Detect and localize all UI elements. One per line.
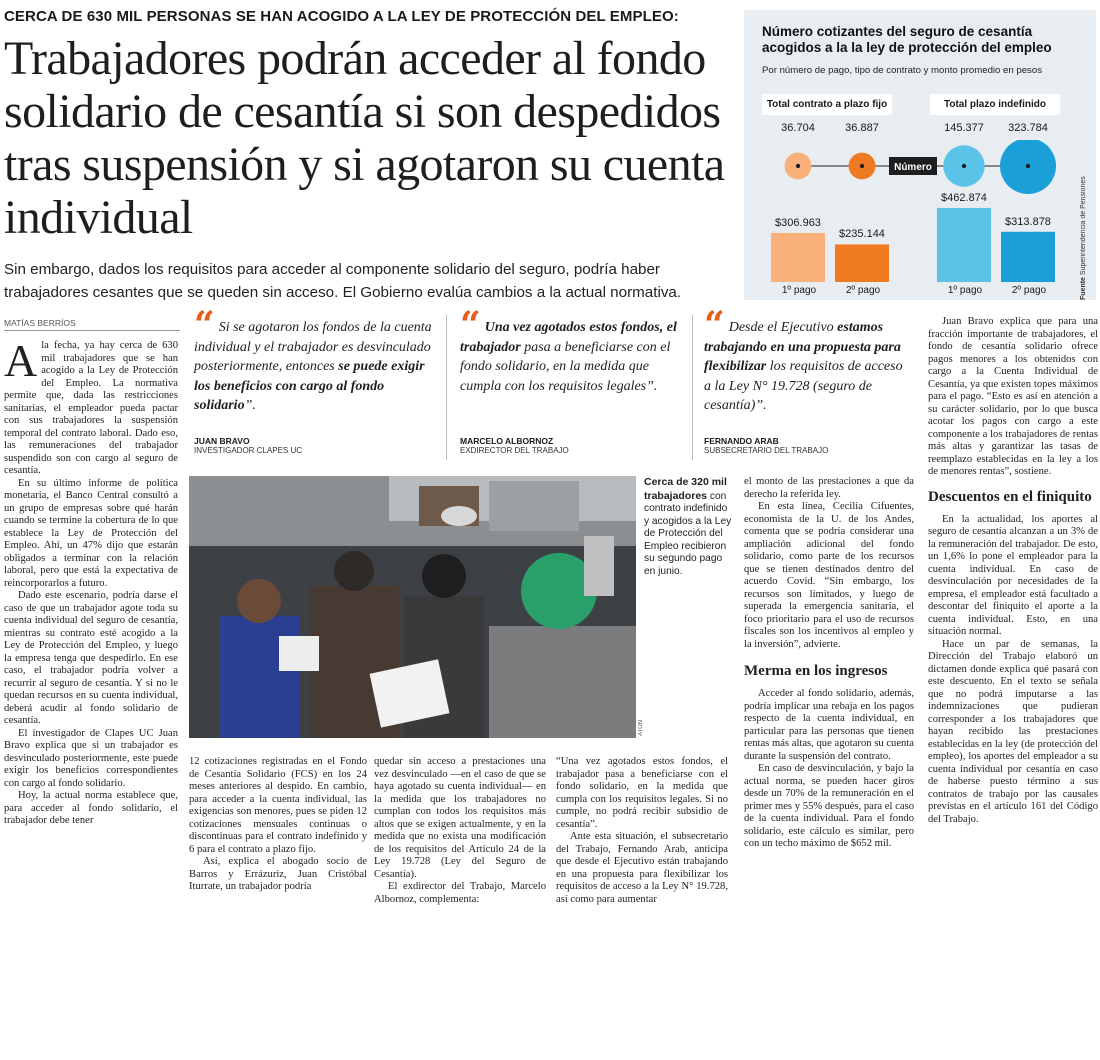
x-label-fijo-2: 2º pago xyxy=(845,285,881,296)
value-label-2: $235.144 xyxy=(839,228,885,241)
byline: MATÍAS BERRÍOS xyxy=(4,318,76,328)
photo-credit: ATON xyxy=(638,719,644,736)
paragraph: El investigador de Clapes UC Juan Bravo explica que si un trabajador es desvinculado posteriormente, este puede exigir los beneficios correspondientes con cargo al fondo solidario. xyxy=(4,727,178,789)
article-kicker: CERCA DE 630 MIL PERSONAS SE HAN ACOGIDO A LA LEY DE PROTECCIÓN DEL EMPLEO: xyxy=(4,8,679,25)
value-label-1: $306.963 xyxy=(775,216,821,229)
value-bar-1 xyxy=(771,233,825,282)
byline-divider xyxy=(4,330,180,331)
paragraph: Juan Bravo explica que para una fracción importante de trabajadores, el fondo de cesantía solidario ofrece pagos menores a los obtenidos con cargo a la Cuenta Individual de Cesantía, ya que existen topes máximos para el pago. “Esto es así en atención a su carácter solidario, por lo que busca acotar los pagos con cargo a este componente a los trabajadores de rentas más altas y garantizar las tasas de reemplazo establecidas en la ley a los de menores rentas”, sostiene. xyxy=(928,316,1098,477)
paragraph: Ante esta situación, el subsecretario del Trabajo, Fernando Arab, anticipa que desde el Ejecutivo están trabajando en una propuesta para flexibilizar los requisitos de acceso a la Ley N° 19.728, así como para aumentar xyxy=(556,831,728,905)
paragraph: Hace un par de semanas, la Dirección del Trabajo elaboró un dictamen donde explica qué pasará con este descuento. En el texto se señala que no podrá imputarse a las indemnizaciones que pudieran corresponder a los trabajadores que hayan recibido las prestaciones establecidas en la ley (de protección del empleo), los aportes del empleador a su cuenta individual por cesantía en caso de haberse puesto término a sus contratos de trabajo por las causales previstas en el artículo 161 del Código del Trabajo. xyxy=(928,638,1098,825)
quote-2-text: pasa a beneficiarse con el fondo solidario, en la medida que cumpla con los requisitos legales”. xyxy=(460,339,671,394)
paragraph: el monto de las prestaciones a que da derecho la referida ley. xyxy=(744,476,914,500)
value-bar-4 xyxy=(1001,232,1055,282)
quote-1-text: Si se agotaron los fondos de la cuenta individual y el trabajador es desvinculado posteriormente, entonces xyxy=(194,320,432,374)
count-label-indef-2: 323.784 xyxy=(1008,122,1048,134)
count-label-fijo-2: 36.887 xyxy=(845,122,879,134)
paragraph: Ala fecha, ya hay cerca de 630 mil trabajadores que se han acogido a la Ley de Protección del Empleo. La normativa permite que, dada las restricciones sanitarias, el empleador pueda pactar con sus trabajadores la suspensión temporal del contrato laboral. Dado eso, las remuneraciones del trabajador suspendido son con cargo al seguro de cesantía. xyxy=(4,335,178,476)
count-legend-label: Número xyxy=(894,162,932,173)
paragraph: En caso de desvinculación, y bajo la actual norma, se pueden hacer giros desde un 70% de la remuneración en el primer mes y 55% después, para el caso de la cuenta individual. Para el fondo solidario, este cálculo es similar, pero con un techo máximo de $652 mil. xyxy=(744,763,914,849)
quote-divider-1 xyxy=(446,315,447,460)
group-label-fijo: Total contrato a plazo fijo xyxy=(762,94,892,115)
paragraph: 12 cotizaciones registradas en el Fondo de Cesantía Solidario (FCS) en los 24 meses anteriores al despido. En cambio, para acceder a la cuenta individual, las exigencias son menores, pues se piden 12 cotizaciones mensuales continuas o discontinuas para el contrato indefinido y 6 para el contrato a plazo fijo. xyxy=(189,756,367,855)
quote-3-end: los requisitos de acceso a la Ley N° 19.728 (seguro de cesantía)”. xyxy=(704,359,903,413)
x-label-indef-1: 1º pago xyxy=(947,285,983,296)
body-column-5 xyxy=(744,476,914,851)
paragraph: En esta línea, Cecilia Cifuentes, economista de la U. de los Andes, comenta que se podría considerar una ampliación adicional del fondo solidario, como parte de los recursos que se tienen destinados dentro del acuerdo Covid. “Sin embargo, los recursos son limitados, y luego de superada la emergencia sanitaria, el foco prioritario para el uso de recursos fiscales son los incentivos al empleo y la inversión”, advierte. xyxy=(744,501,914,650)
quote-1-role: INVESTIGADOR CLAPES UC xyxy=(194,446,303,455)
count-center-dot xyxy=(1026,164,1030,168)
chart-subtitle: Por número de pago, tipo de contrato y monto promedio en pesos xyxy=(762,65,1042,76)
value-label-3: $462.874 xyxy=(941,191,987,204)
count-label-indef-1: 145.377 xyxy=(944,122,984,134)
pull-quote-3 xyxy=(704,304,912,416)
quote-mark-icon: “ xyxy=(460,304,481,346)
quote-1-end: ”. xyxy=(244,398,256,413)
quote-1-name: JUAN BRAVO xyxy=(194,436,250,446)
photo-caption xyxy=(644,476,734,578)
caption-text: con contrato indefinido y acogidos a la Ley de Protección del Empleo recibieron su segundo pago en junio. xyxy=(644,490,732,577)
quote-3-name: FERNANDO ARAB xyxy=(704,436,779,446)
body-column-3 xyxy=(374,756,546,906)
paragraph: “Una vez agotados estos fondos, el trabajador pasa a beneficiarse con el fondo solidario, en la medida que cumpla con los requisitos legales. Si no cumple, no podrá recibir subsidio de cesantía”. xyxy=(556,756,728,830)
dropcap: A xyxy=(4,335,38,386)
paragraph: Hoy, la actual norma establece que, para acceder al fondo solidario, el trabajador debe tener xyxy=(4,790,178,826)
quote-3-text: Desde el Ejecutivo xyxy=(728,320,838,335)
quote-3-bold: estamos trabajando en una propuesta para flexibilizar xyxy=(704,320,901,374)
paragraph: Así, explica el abogado socio de Barros y Errázuriz, Juan Cristóbal Iturrate, un trabajador podría xyxy=(189,856,367,892)
value-label-4: $313.878 xyxy=(1005,215,1051,228)
article-headline: Trabajadores podrán acceder al fondo solidario de cesantía si son despedidos tras suspensión y si agotaron su cuenta individual xyxy=(4,32,725,244)
value-bar-2 xyxy=(835,244,889,282)
subheading-descuentos: Descuentos en el finiquito xyxy=(928,488,1092,505)
body-column-6 xyxy=(928,316,1098,826)
x-label-fijo-1: 1º pago xyxy=(781,285,817,296)
quote-divider-2 xyxy=(692,315,693,460)
quote-1-bold: se puede exigir los beneficios con cargo al fondo solidario xyxy=(194,359,425,413)
count-center-dot xyxy=(860,164,864,168)
chart-source xyxy=(1080,160,1087,300)
quote-mark-icon: “ xyxy=(704,304,725,346)
paragraph: quedar sin acceso a prestaciones una vez desvinculado —en el caso de que se haya agotado su cuenta individual— en la medida que los trabajadores no cumplan con todos los requisitos más altos que se exigen actualmente, y en la medida que no exista una modificación de los requisitos del Artículo 24 de la Ley 19.728 (Ley del Seguro de Cesantía). xyxy=(374,756,546,880)
pull-quote-2 xyxy=(460,304,685,396)
quote-2-name: MARCELO ALBORNOZ xyxy=(460,436,554,446)
group-label-indefinido: Total plazo indefinido xyxy=(930,94,1060,115)
count-center-dot xyxy=(962,164,966,168)
source-text: Superintendencia de Pensiones xyxy=(1080,176,1087,276)
pull-quote-1 xyxy=(194,304,432,416)
paragraph: Dado este escenario, podría darse el caso de que un trabajador agote toda su cuenta individual del seguro de cesantía, mientras su contrato esté acogido a la Ley de Protección del Empleo, y luego la empresa tenga que despedirlo. En ese caso, el trabajador podría volver a recurrir al seguro de cesantía. Y si no le quedan recursos en su cuenta individual, deberá acudir al fondo solidario de cesantía. xyxy=(4,590,178,726)
caption-bold: Cerca de 320 mil trabajadores xyxy=(644,476,727,502)
news-photo xyxy=(189,476,636,738)
paragraph: En su último informe de política monetaria, el Banco Central consultó a un grupo de empresas sobre qué harán cuando se termine la cobertura de lo que establece la Ley de Protección del Empleo. Ahí, un 47% dijo que estarán obligados a terminar con la relación laboral, pero que está la expectativa de reincorporarlos a futuro. xyxy=(4,477,178,589)
count-label-fijo-1: 36.704 xyxy=(781,122,815,134)
quote-2-role: EXDIRECTOR DEL TRABAJO xyxy=(460,446,569,455)
chart-title: Número cotizantes del seguro de cesantía acogidos a la la ley de protección del empleo xyxy=(762,24,1052,55)
paragraph: En la actualidad, los aportes al seguro de cesantía alcanzan a un 3% de la remuneración del trabajador. De esto, un 1,6% lo pone el empleador para la cuenta individual. En caso de desvinculación por necesidades de la empresa, el empleador está facultado a descontar del finiquito el aporte a la cuenta individual. Esto, en una situación normal. xyxy=(928,513,1098,637)
x-label-indef-2: 2º pago xyxy=(1011,285,1047,296)
source-label: Fuente xyxy=(1080,277,1087,300)
crowd-photo-illustration xyxy=(189,476,636,738)
value-bar-3 xyxy=(937,208,991,282)
quote-3-role: SUBSECRETARIO DEL TRABAJO xyxy=(704,446,829,455)
article-deck: Sin embargo, dados los requisitos para acceder al componente solidario del seguro, podría haber trabajadores cesantes que se queden sin acceso. El Gobierno evalúa cambios a la actual normativa. xyxy=(4,261,682,301)
body-column-4 xyxy=(556,756,728,906)
quote-2-bold: Una vez agotados estos fondos, el trabajador xyxy=(460,320,677,355)
infographic-chart xyxy=(744,10,1096,300)
quote-mark-icon: “ xyxy=(194,304,215,346)
body-column-1 xyxy=(4,335,178,828)
paragraph: Acceder al fondo solidario, además, podría implicar una rebaja en los pagos respecto de la cuenta individual, en particular para las personas que tienen rentas más altas, que agotaron su cuenta durante la suspensión del contrato. xyxy=(744,688,914,762)
paragraph: El exdirector del Trabajo, Marcelo Albornoz, complementa: xyxy=(374,881,546,905)
body-column-2 xyxy=(189,756,367,894)
count-center-dot xyxy=(796,164,800,168)
subheading-merma: Merma en los ingresos xyxy=(744,663,888,679)
